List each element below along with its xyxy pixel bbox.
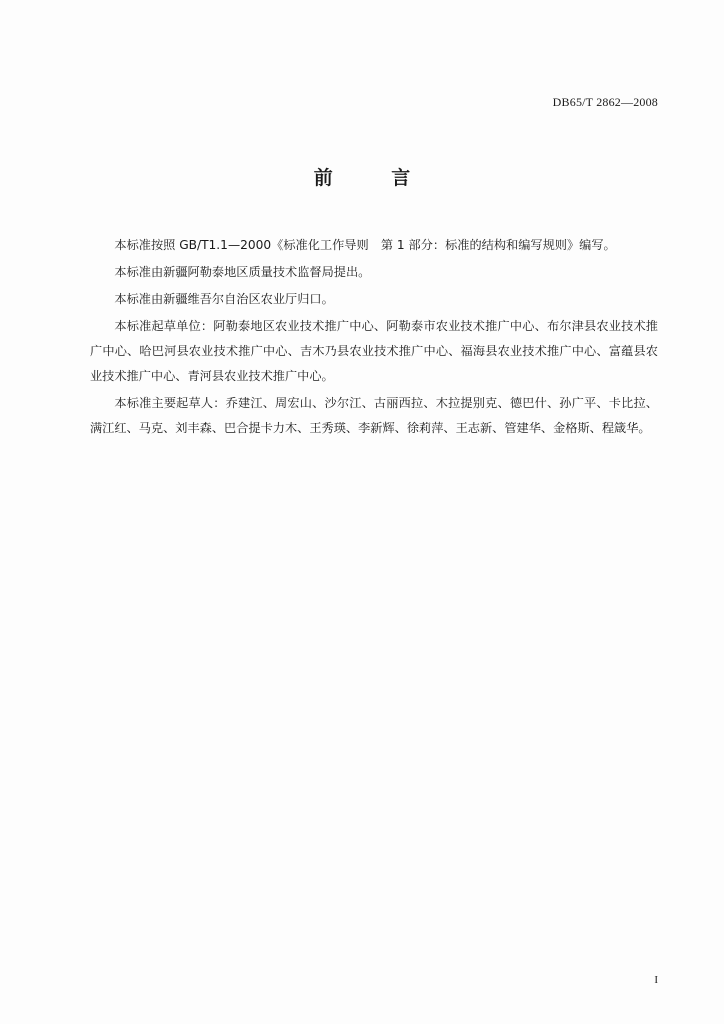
paragraph-drafting-rule: 本标准按照 GB/T1.1—2000《标准化工作导则 第 1 部分：标准的结构和编写规则》编写。 — [114, 238, 616, 252]
section-title: 前 言 — [313, 167, 437, 189]
paragraph-drafting-units: 本标准起草单位：阿勒泰地区农业技术推广中心、阿勒泰市农业技术推广中心、布尔津县农业技术推广中心、哈巴河县农业技术推广中心、吉木乃县农业技术推广中心、福海县农业技术推广中心、富蕴县农业技术推广中心、青河县农业技术推广中心。 — [90, 319, 658, 383]
paragraph-administered-by: 本标准由新疆维吾尔自治区农业厅归口。 — [114, 292, 334, 306]
foreword-body — [90, 233, 658, 443]
page-number: I — [654, 974, 658, 986]
document-code: DB65/T 2862—2008 — [552, 95, 658, 109]
paragraph-drafters: 本标准主要起草人：乔建江、周宏山、沙尔江、古丽西拉、木拉提别克、德巴什、孙广平、卡比拉、满江红、马克、刘丰森、巴合提卡力木、王秀瑛、李新辉、徐莉萍、王志新、管建华、金格斯、程箴华。 — [90, 396, 658, 435]
paragraph-proposed-by: 本标准由新疆阿勒泰地区质量技术监督局提出。 — [114, 265, 371, 279]
